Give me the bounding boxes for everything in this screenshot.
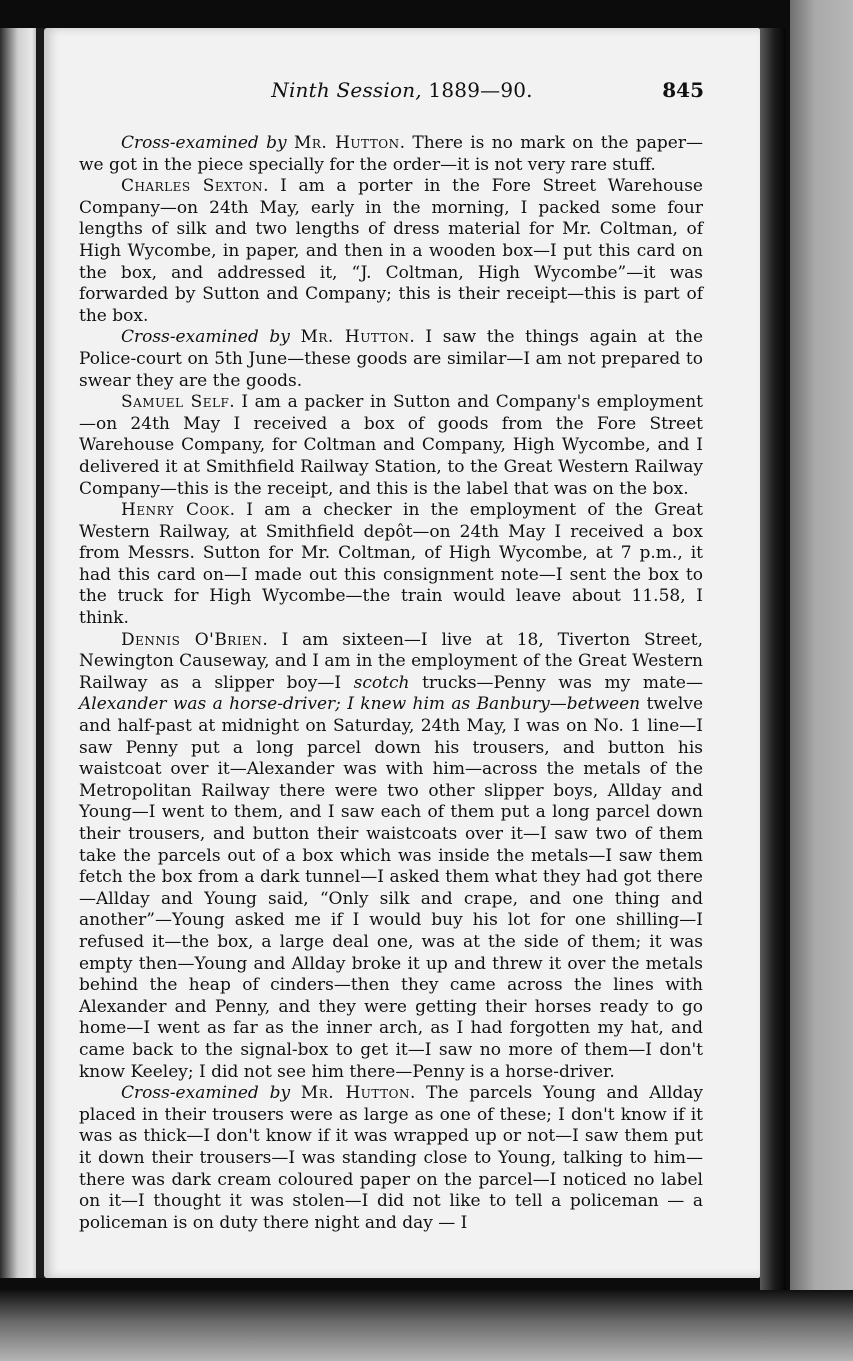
background-bottom <box>0 1290 853 1361</box>
text-run: . I am a porter in the Fore Street Warehouse Company—on 24th May, early in the morning, I packed some four lengths of silk and two lengths of dress material for Mr. Coltman, of High Wycombe, in paper, and then in a wooden box—I put this card on the box, and addressed it, “J. Coltman, High Wycombe”—it was forwarded by Sutton and Company; this is their receipt—this is part of the box. <box>79 176 703 326</box>
paragraph <box>79 327 703 392</box>
paragraph <box>79 1083 703 1234</box>
italic-text: scotch <box>353 672 410 693</box>
background-right-edge <box>790 0 853 1361</box>
facing-page-edge <box>0 28 40 1278</box>
paragraph <box>79 630 703 1083</box>
speaker-name: Samuel Self <box>121 392 230 413</box>
italic-text: Cross-examined by <box>121 327 290 348</box>
italic-text: Cross-examined by <box>121 133 287 153</box>
text-run: . The parcels Young and Allday placed in their trousers were as large as one of these; I don't know if it was as thick—I don't know if it was wrapped up or not—I saw them put it down their trousers—I was standing close to Young, talking to him—there was dark cream coloured paper on the parcel—I noticed no label on it—I thought it was stolen—I did not like to tell a policeman — a policeman is on duty there night and day — I <box>79 1083 704 1233</box>
paragraph <box>79 133 703 176</box>
text-run: . I saw the things again at the Police-court on 5th June—these goods are similar—I am not prepared to swear they are the goods. <box>79 327 704 391</box>
speaker-name: Henry Cook <box>121 500 230 521</box>
paragraph <box>79 176 703 327</box>
text-run <box>290 1083 301 1103</box>
text-run: . There is no mark on the paper—we got in the piece specially for the order—it is not very rare stuff. <box>79 133 703 175</box>
running-head-session: Ninth Session, <box>271 78 422 102</box>
page-edge-shadow <box>760 28 786 1290</box>
speaker-name: Mr. Hutton <box>300 327 410 348</box>
speaker-name: Mr. Hutton <box>300 1083 410 1104</box>
paragraph <box>79 500 703 630</box>
italic-text: Cross-examined by <box>121 1083 291 1104</box>
text-run <box>290 327 301 347</box>
paragraph <box>79 392 703 500</box>
speaker-name: Mr. Hutton <box>293 133 400 153</box>
italic-text: —Alexander was a horse-driver; I knew him as Banbury—between <box>79 672 703 715</box>
text-run: . I am a checker in the employment of the Great Western Railway, at Smithfield depôt—on 24th May I received a box from Messrs. Sutton for Mr. Coltman, of High Wycombe, at 7 p.m., it had this card on—I made out this consignment note—I sent the box to the truck for High Wycombe—the train would leave about 11.58, I think. <box>79 500 703 629</box>
body-text <box>79 133 703 1234</box>
page-header <box>44 78 760 108</box>
text-run: . I am a packer in Sutton and Company's employment—on 24th May I received a box of goods from the Fore Street Warehouse Company, for Coltman and Company, High Wycombe, and I delivered it at Smithfield Railway Station, to the Great Western Railway Company—this is the receipt, and this is the label that was on the box. <box>79 392 703 499</box>
text-run: twelve and half-past at midnight on Saturday, 24th May, I was on No. 1 line—I saw Penny put a long parcel down his trousers, and button his waistcoat over it—Alexander was with him—across the metals of the Metropolitan Railway there were two other slipper boys, Allday and Young—I went to them, and I saw each of them put a long parcel down their trousers, and button their waistcoats over it—I saw two of them take the parcels out of a box which was inside the metals—I saw them fetch the box from a dark tunnel—I asked them what they had got there—Allday and Young said, “Only silk and crape, and one thing and another”—Young asked me if I would buy his lot for one shilling—I refused it—the box, a large deal one, was at the side of them; it was empty then—Young and Allday broke it up and threw it over the metals behind the heap of cinders—then they came across the lines with Alexander and Penny, and they were getting their horses ready to go home—I went as far as the inner arch, as I had forgotten my hat, and came back to the signal-box to get it—I saw no more of them—I don't know Keeley; I did not see him there—Penny is a horse-driver. <box>79 694 703 1082</box>
speaker-name: Charles Sexton <box>121 176 264 197</box>
text-run <box>287 133 294 153</box>
running-head <box>44 78 760 102</box>
page-number: 845 <box>662 78 704 102</box>
speaker-name: Dennis O'Brien <box>121 629 263 650</box>
book-page <box>44 28 760 1278</box>
text-run: trucks—Penny was my mate <box>409 672 686 693</box>
text-run: . I am sixteen—I live at 18, Tiverton Street, Newington Causeway, and I am in the employment of the Great Western Railway as a slipper boy—I <box>79 629 703 693</box>
running-head-year: 1889—90. <box>428 78 533 102</box>
